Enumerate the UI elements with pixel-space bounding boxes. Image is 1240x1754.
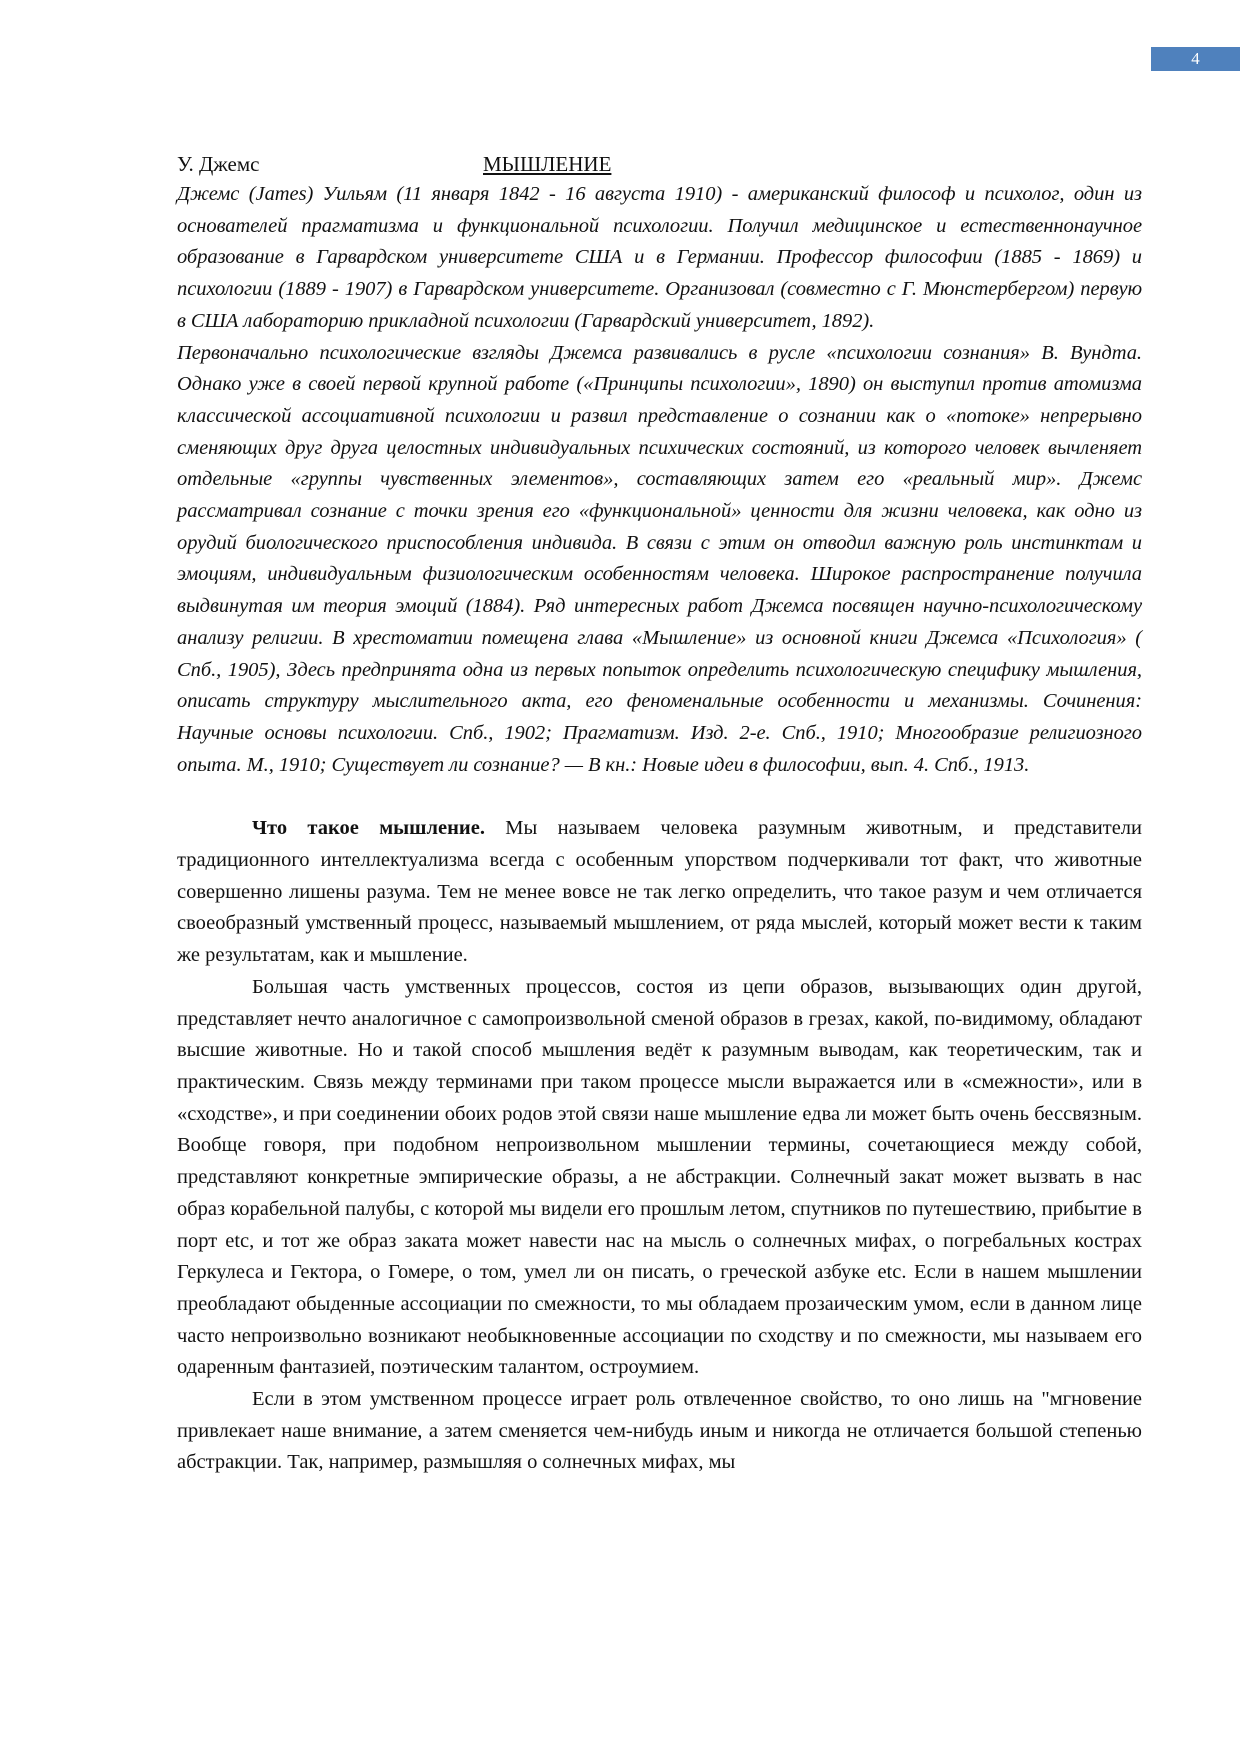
document-content	[177, 150, 1142, 1479]
page-number: 4	[1191, 49, 1200, 68]
author-name: У. Джемс	[177, 152, 260, 176]
body-paragraph-3: Если в этом умственном процессе играет роль отвлеченное свойство, то оно лишь на "мгновение привлекает наше внимание, а затем сменяется чем-нибудь иным и никогда не отличается большой степенью абстракции. Так, например, размышляя о солнечных мифах, мы	[177, 1388, 1142, 1474]
intro-paragraph-biography: Джемс (James) Уильям (11 января 1842 - 16 августа 1910) - американский философ и психолог, один из основателей прагматизма и функциональной психологии. Получил медицинское и естественнонаучное образование в Гарвардском университете США и в Германии. Профессор философии (1885 - 1869) и психологии (1889 - 1907) в Гарвардском университете. Организовал (совместно с Г. Мюнстербергом) первую в США лабораторию прикладной психологии (Гарвардский университет, 1892).	[177, 183, 1142, 332]
page-number-badge	[1151, 47, 1240, 71]
body-paragraph-1	[177, 813, 1142, 972]
section-lead-heading: Что такое мышление.	[252, 817, 485, 840]
document-title: МЫШЛЕНИЕ	[483, 152, 612, 176]
section-spacer	[177, 781, 1142, 813]
document-header	[177, 150, 1142, 179]
body-paragraph-1-text: Мы называем человека разумным животным, и представители традиционного интеллектуализма всегда с особенным упорством подчеркивали тот факт, что животные совершенно лишены разума. Тем не менее вовсе не так легко определить, что такое разум и чем отличается своеобразный умственный процесс, называемый мышлением, от ряда мыслей, который может вести к таким же результатам, как и мышление.	[177, 817, 1142, 967]
intro-paragraph-views: Первоначально психологические взгляды Джемса развивались в русле «психологии сознания» В. Вундта. Однако уже в своей первой крупной работе («Принципы психологии», 1890) он выступил против атомизма классической ассоциативной психологии и развил представление о сознании как о «потоке» непрерывно сменяющих друг друга целостных индивидуальных психических состояний, из которого человек вычленяет отдельные «группы чувственных элементов», составляющих затем его «реальный мир». Джемс рассматривал сознание с точки зрения его «функциональной» ценности для жизни человека, как одно из орудий биологического приспособления индивида. В связи с этим он отводил важную роль инстинктам и эмоциям, индивидуальным физиологическим особенностям человека. Широкое распространение получила выдвинутая им теория эмоций (1884). Ряд интересных работ Джемса посвящен научно-психологическому анализу религии. В хрестоматии помещена глава «Мышление» из основной книги Джемса «Психология» ( Спб., 1905), Здесь предпринята одна из первых попыток определить психологическую специфику мышления, описать структуру мыслительного акта, его феноменальные особенности и механизмы. Сочинения: Научные основы психологии. Спб., 1902; Прагматизм. Изд. 2-е. Спб., 1910; Многообразие религиозного опыта. М., 1910; Существует ли сознание? — В кн.: Новые идеи в философии, вып. 4. Спб., 1913.	[177, 341, 1142, 776]
body-paragraph-2: Большая часть умственных процессов, состоя из цепи образов, вызывающих один другой, представляет нечто аналогичное с самопроизвольной сменой образов в грезах, какой, по-видимому, обладают высшие животные. Но и такой способ мышления ведёт к разумным выводам, как теоретическим, так и практическим. Связь между терминами при таком процессе мысли выражается или в «смежности», или в «сходстве», и при соединении обоих родов этой связи наше мышление едва ли может быть очень бессвязным. Вообще говоря, при подобном непроизвольном мышлении термины, сочетающиеся между собой, представляют конкретные эмпирические образы, а не абстракции. Солнечный закат может вызвать в нас образ корабельной палубы, с которой мы видели его прошлым летом, спутников по путешествию, прибытие в порт etc, и тот же образ заката может навести нас на мысль о солнечных мифах, о погребальных кострах Геркулеса и Гектора, о Гомере, о том, умел ли он писать, о греческой азбуке etc. Если в нашем мышлении преобладают обыденные ассоциации по смежности, то мы обладаем прозаическим умом, если в данном лице часто непроизвольно возникают необыкновенные ассоциации по сходству и по смежности, мы называем его одаренным фантазией, поэтическим талантом, остроумием.	[177, 975, 1142, 1379]
